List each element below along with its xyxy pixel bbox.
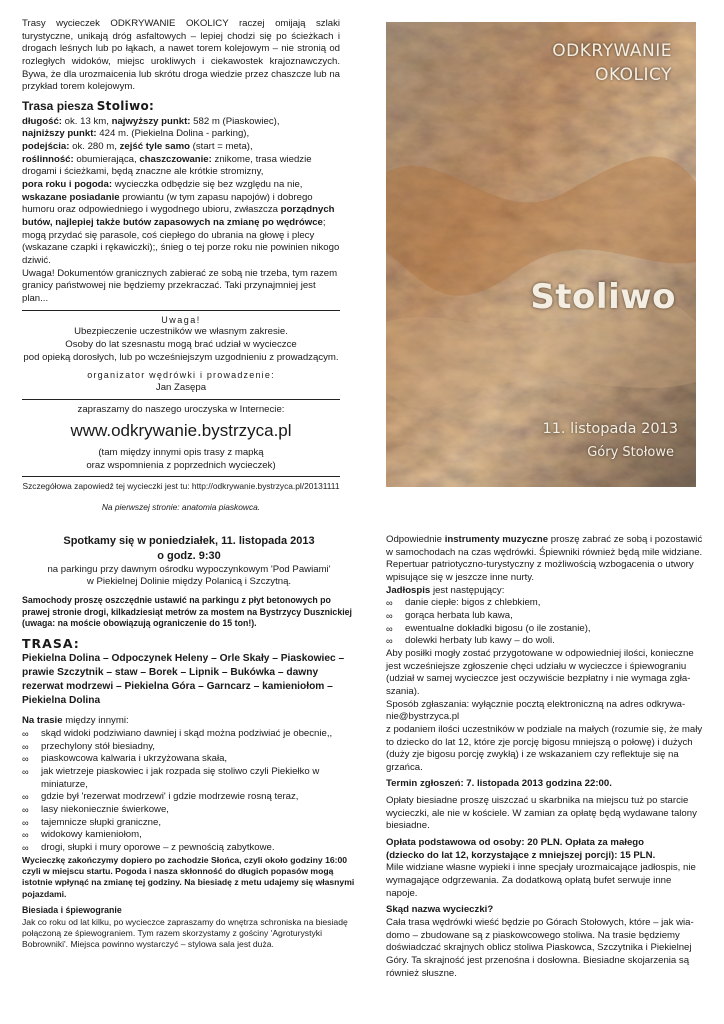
on-route-heading: Na trasie między innymi: xyxy=(22,715,129,727)
list-item: ∞ skąd widoki podziwiano dawniej i skąd można podziwiać je obecnie,, xyxy=(22,728,333,740)
divider xyxy=(22,399,340,400)
infinity-bullet-icon: ∞ xyxy=(22,728,29,740)
menu-heading: Jadłospis jest następujący: xyxy=(386,584,505,596)
cover-series-title: ODKRYWANIE xyxy=(552,41,672,61)
bottom-left-column xyxy=(22,534,356,951)
route-length: długość: ok. 13 km, najwyższy punkt: 582 m (Piaskowiec), xyxy=(22,115,280,127)
warning-line: Osoby do lat szesnastu mogą brać udział w wycieczce xyxy=(65,339,297,351)
details-block xyxy=(22,481,340,513)
instruments-paragraph: Odpowiednie instrumenty muzyczne proszę zabrać ze sobą i pozostawić w samochodach na czas wędrówki. Śpiewniki również będą mile widziane. Repertuar patriotyczno-turystyczny z możliwością wzbogacenia o utwory wpisujące się w jeszcze inne nurty. xyxy=(386,534,703,583)
intro-paragraph: Trasy wycieczek ODKRYWANIE OKOLICY raczej omijają szlaki turystyczne, unikają dróg asfaltowych – lepiej chodzi się po ścieżkach i drogach leśnych lub po łąkach, a nawet torem kolejowym – nie stronią od rozległych widoków, miejsc urokliwych i ciekawostek krajoznawczych. Bywa, że dla urozmaicenia lub skrótu droga wiedzie przez chaszcze lub na przykład torem kolejowym. xyxy=(22,18,340,93)
list-item: ∞ lasy niekoniecznie świerkowe, xyxy=(22,803,169,815)
list-item: ∞ tajemnicze słupki graniczne, xyxy=(22,816,161,828)
infinity-bullet-icon: ∞ xyxy=(22,753,29,765)
cover-trip-name: Stoliwo xyxy=(530,277,676,317)
list-item: ∞ gdzie był 'rezerwat modrzewi' i gdzie modrzewie rosną teraz, xyxy=(22,791,299,803)
website-desc: oraz wspomnienia z poprzednich wycieczek) xyxy=(86,459,276,471)
fee-line: Opłata podstawowa od osoby: 20 PLN. Opłata za małego xyxy=(386,837,645,849)
trip-finish-info: Wycieczkę zakończymy dopiero po zachodzie Słońca, czyli około godziny 16:00 czyli w miejscu startu. Pogoda i nasza skłonność do długich popasów mogą istotnie wpłynąć na zmianę tej godziny. Na biesiadę z metu udajemy się własnymi pojazdami. xyxy=(22,854,355,899)
name-question: Skąd nazwa wycieczki? xyxy=(386,904,494,916)
website-desc: (tam między innymi opis trasy z mapką xyxy=(98,447,264,459)
infinity-bullet-icon: ∞ xyxy=(386,622,393,634)
list-item: ∞ widokowy kamieniołom, xyxy=(22,829,142,841)
warning-block xyxy=(22,315,340,395)
deadline: Termin zgłoszeń: 7. listopada 2013 godzina 22:00. xyxy=(386,778,612,790)
route-season: pora roku i pogoda: wycieczka odbędzie się bez względu na nie, xyxy=(22,179,303,191)
cover-series-title: OKOLICY xyxy=(595,65,672,85)
warning-line: Ubezpieczenie uczestników we własnym zakresie. xyxy=(74,326,288,338)
cover-place: Góry Stołowe xyxy=(587,445,674,460)
list-item: ∞ gorąca herbata lub kawa, xyxy=(386,609,513,621)
trasa-label: TRASA: xyxy=(22,635,80,651)
list-item: ∞ danie ciepłe: bigos z chlebkiem, xyxy=(386,597,541,609)
signup-details: z podaniem ilości uczestników w podziale na małych (rozumie się, że mały to dziecko do lat 12, które zje porcję bigosu mniejszą o połowę) i dużych (duży zje bigosu porcję zwykłą) i ze wskazaniem czy reflektuje się na grzańca. xyxy=(386,723,703,773)
infinity-bullet-icon: ∞ xyxy=(386,609,393,621)
list-item: ∞ drogi, słupki i mury oporowe – z pewnością zabytkowe. xyxy=(22,841,275,853)
divider xyxy=(22,310,340,311)
meeting-time: o godz. 9:30 xyxy=(157,549,221,562)
infinity-bullet-icon: ∞ xyxy=(22,829,29,841)
meeting-place: w Piekielnej Dolinie między Polanicą i Szczytną. xyxy=(86,576,292,588)
organizer-name: Jan Zasępa xyxy=(155,382,207,394)
feast-heading: Biesiada i śpiewogranie xyxy=(22,904,122,915)
cover-date: 11. listopada 2013 xyxy=(542,421,678,437)
divider xyxy=(22,476,340,477)
name-answer: Cała trasa wędrówki wieść będzie po Górach Stołowych, które – jak wiadomo – zbudowane są z piaskowcowego stoliwa. Na trasie będziemy doświadczać skrajnych oblicz stoliwa Piaskowca, Szczytnika i Piekielnej Góry. Ta skrajność jest przenośna i dosłowna. Biesiadne skojarzenia są również słuszne. xyxy=(386,917,694,979)
trasa-route: Piekielna Dolina – Odpoczynek Heleny – Orle Skały – Piaskowiec – prawie Szczytnik – staw – Borek – Lipnik – Bukówka – dawny rezerwat modrzewi – Piekielna Góra – Garncarz – kamieniołom – Piekielna Dolina xyxy=(22,653,345,706)
feast-text: Jak co roku od lat kilku, po wycieczce zapraszamy do wnętrza schroniska na biesiadę połączoną ze śpiewograniem. Tym razem skorzystamy z gościny 'Agroturystyki Bobrowniki'. Miejsca powinno wystarczyć – stylowa sala jest duża. xyxy=(22,916,348,950)
parking-warning: Samochody proszę oszczędnie ustawić na parkingu z płyt betonowych po prawej stronie drogi, kilkadziesiąt metrów za mostem na Bystrzycy Dusznickiej (uwaga: na moście obowiązują ograniczenie do 15 ton!). xyxy=(22,595,352,629)
sandstone-texture xyxy=(386,22,696,487)
infinity-bullet-icon: ∞ xyxy=(386,597,393,609)
list-item: ∞ przechylony stół biesiadny, xyxy=(22,740,155,752)
fee-line: (dziecko do lat 12, korzystające z mniejszej porcji): 15 PLN. xyxy=(386,849,656,861)
route-notice: Uwaga! Dokumentów granicznych zabierać ze sobą nie trzeba, tym razem granicy państwowej nie będziemy przekraczać. Taki przynajmniej jest plan... xyxy=(22,267,338,304)
menu-list xyxy=(386,597,704,648)
infinity-bullet-icon: ∞ xyxy=(22,803,29,815)
warning-line: pod opieką dorosłych, lub po wcześniejszym uzgodnieniu z prowadzącym. xyxy=(23,351,339,363)
signup-method: Sposób zgłaszania: wyłącznie pocztą elektroniczną na adres odkrywanie@bystrzyca.pl xyxy=(386,698,686,723)
list-item: ∞ jak wietrzeje piaskowiec i jak rozpada się stoliwo czyli Piekiełko w miniaturze, xyxy=(22,766,320,790)
front-page-note: Na pierwszej stronie: anatomia piaskowca. xyxy=(101,502,261,513)
infinity-bullet-icon: ∞ xyxy=(22,766,29,778)
website-invite: zapraszamy do naszego uroczyska w Internecie: xyxy=(77,403,285,415)
route-lowest: najniższy punkt: 424 m. (Piekielna Dolina - parking), xyxy=(22,128,250,140)
route-ascent: podejścia: ok. 280 m, zejść tyle samo (start = meta), xyxy=(22,141,253,153)
route-vegetation: roślinność: obumierająca, chaszczowanie: znikome, trasa wiedzie drogami i ścieżkami, będą znaczne ale krótkie stromizny, xyxy=(22,153,312,178)
list-item: ∞ dolewki herbaty lub kawy – do woli. xyxy=(386,635,555,647)
cover-image xyxy=(386,22,696,487)
route-title xyxy=(22,99,340,115)
organizer-title: organizator wędrówki i prowadzenie: xyxy=(87,370,275,381)
list-item: ∞ piaskowcowa kalwaria i ukrzyżowana skała, xyxy=(22,753,228,765)
payment-info: Opłaty biesiadne proszę uiszczać u skarbnika na miejscu tuż po starcie wycieczki, ale nie w kościele. W zamian za opłatę będą wydawane talony biesiadne. xyxy=(386,795,697,832)
route-title-prefix: Trasa piesza xyxy=(22,98,94,113)
infinity-bullet-icon: ∞ xyxy=(22,740,29,752)
infinity-bullet-icon: ∞ xyxy=(22,816,29,828)
meeting-place: na parkingu przy dawnym ośrodku wypoczynkowym 'Pod Pawiami' xyxy=(47,563,331,575)
on-route-list xyxy=(22,728,356,855)
top-left-column xyxy=(22,18,340,514)
infinity-bullet-icon: ∞ xyxy=(386,635,393,647)
website-url-link[interactable]: www.odkrywanie.bystrzyca.pl xyxy=(70,420,292,440)
infinity-bullet-icon: ∞ xyxy=(22,791,29,803)
bottom-right-column xyxy=(386,534,704,980)
route-gear: wskazane posiadanie prowiantu (w tym zapasu napojów) i dobrego humoru oraz odpowiedniego i wygodnego ubioru, zwłaszcza porządnych butów, najlepiej także butów zapasowych na zmianę po wędrówce; mogą przydać się parasole, coś ciepłego do ubrania na głowę i plecy (wskazane czapki i rękawiczki);, śnieg o tej porze roku nie powinien nikogo dziwić. xyxy=(22,191,340,266)
baking-info: Mile widziane własne wypieki i inne specjały urozmaicające jadłospis, nie wymagające odgrzewania. Za dodatkową opłatą bufet serwuje inne napoje. xyxy=(386,862,696,899)
signup-paragraph: Aby posiłki mogły zostać przygotowane w odpowiedniej ilości, konieczne jest wcześniejsze zgłoszenie chęci udziału w wycieczce i śpiewograniu (udział w samej wycieczce jest oczywiście bezpłatny i nie wymaga zgłaszania). xyxy=(386,647,694,697)
route-title-name: Stoliwo: xyxy=(96,98,155,113)
details-link[interactable]: Szczegółowa zapowiedź tej wycieczki jest tu: http://odkrywanie.bystrzyca.pl/20131111 xyxy=(22,481,340,492)
infinity-bullet-icon: ∞ xyxy=(22,841,29,853)
meeting-heading: Spotkamy się w poniedziałek, 11. listopada 2013 xyxy=(63,535,315,547)
website-block xyxy=(22,404,340,472)
list-item: ∞ ewentualne dokładki bigosu (o ile zostanie), xyxy=(386,622,591,634)
warning-title: Uwaga! xyxy=(161,314,201,325)
